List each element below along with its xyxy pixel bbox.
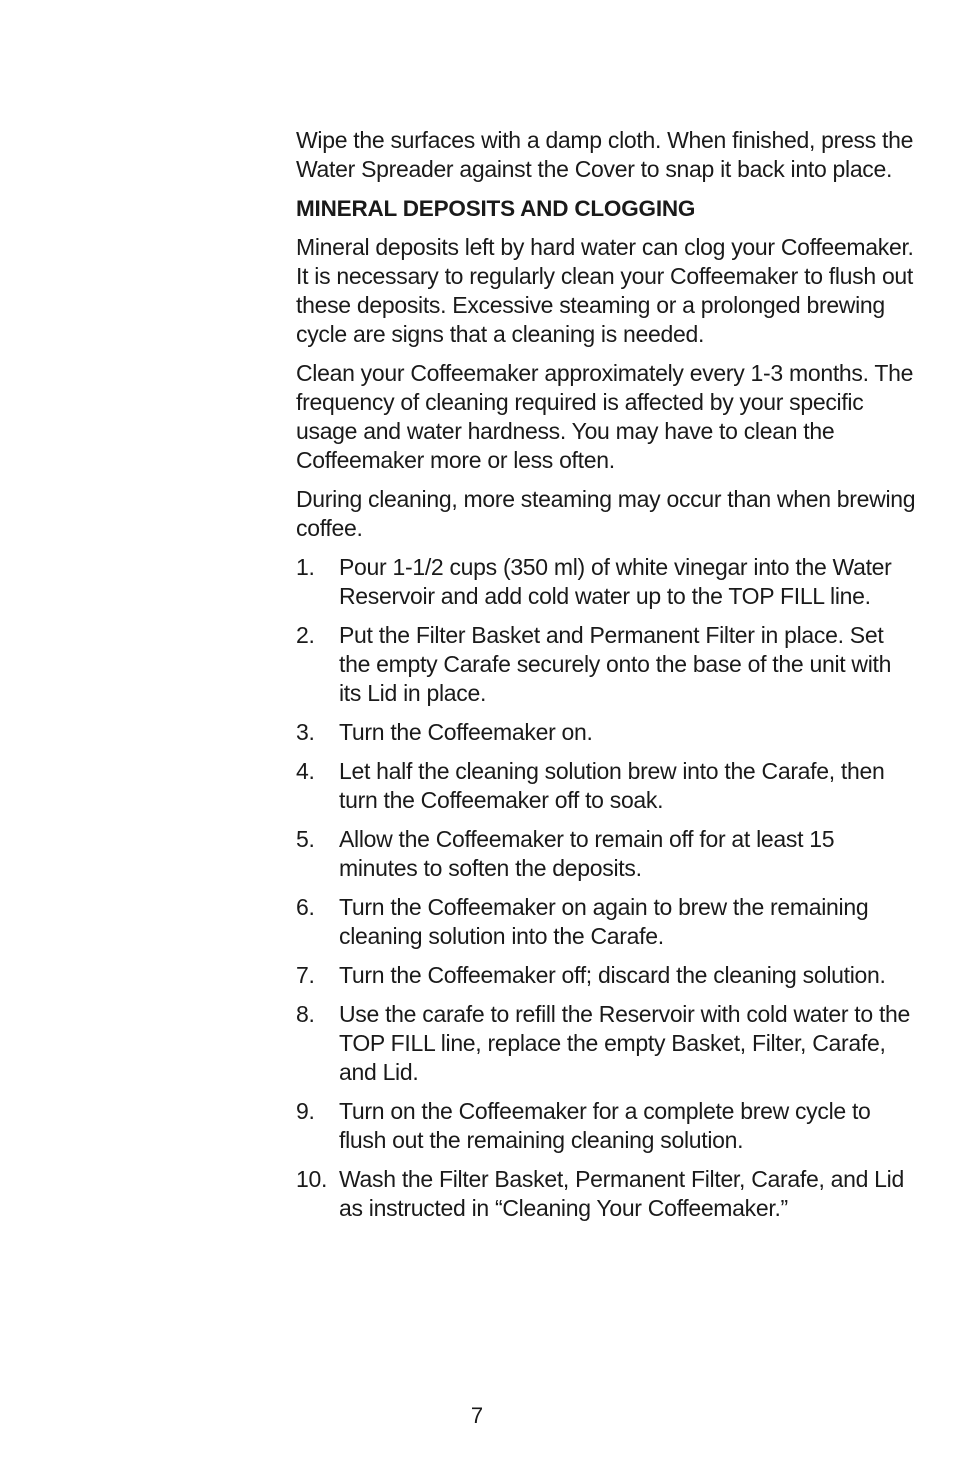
list-item	[296, 893, 916, 951]
paragraph-cleaning-frequency: Clean your Coffeemaker approximately every 1-3 months. The frequency of cleaning required is affected by your specific usage and water hardness. You may have to clean the Coffeemaker more or less often.	[296, 360, 914, 473]
list-item	[296, 553, 916, 611]
step-text: Put the Filter Basket and Permanent Filter in place. Set the empty Carafe securely onto the base of the unit with its Lid in place.	[339, 622, 892, 706]
cleaning-steps-list	[296, 553, 916, 1223]
step-number: 7.	[296, 962, 315, 988]
list-item	[296, 961, 916, 990]
step-number: 5.	[296, 826, 315, 852]
list-item	[296, 825, 916, 883]
list-item	[296, 757, 916, 815]
section-heading: MINERAL DEPOSITS AND CLOGGING	[296, 196, 696, 221]
step-text: Allow the Coffeemaker to remain off for at least 15 minutes to soften the deposits.	[339, 826, 835, 881]
list-item	[296, 718, 916, 747]
paragraph-steaming-note: During cleaning, more steaming may occur than when brewing coffee.	[296, 486, 916, 541]
step-number: 4.	[296, 758, 315, 784]
step-number: 8.	[296, 1001, 315, 1027]
step-text: Wash the Filter Basket, Permanent Filter, Carafe, and Lid as instructed in “Cleaning Your Coffeemaker.”	[339, 1166, 904, 1221]
step-text: Turn the Coffeemaker off; discard the cleaning solution.	[339, 962, 886, 988]
list-item	[296, 1097, 916, 1155]
step-text: Let half the cleaning solution brew into the Carafe, then turn the Coffeemaker off to soak.	[339, 758, 885, 813]
step-number: 3.	[296, 719, 315, 745]
list-item	[296, 621, 916, 708]
step-text: Turn the Coffeemaker on.	[339, 719, 593, 745]
paragraph-mineral-deposits: Mineral deposits left by hard water can clog your Coffeemaker. It is necessary to regularly clean your Coffeemaker to flush out these deposits. Excessive steaming or a prolonged brewing cycle are signs that a cleaning is needed.	[296, 234, 914, 347]
step-number: 1.	[296, 554, 315, 580]
intro-paragraph: Wipe the surfaces with a damp cloth. When finished, press the Water Spreader against the Cover to snap it back into place.	[296, 127, 914, 182]
step-text: Pour 1-1/2 cups (350 ml) of white vinegar into the Water Reservoir and add cold water up to the TOP FILL line.	[339, 554, 892, 609]
step-text: Turn the Coffeemaker on again to brew the remaining cleaning solution into the Carafe.	[339, 894, 869, 949]
step-number: 10.	[296, 1166, 328, 1192]
step-number: 6.	[296, 894, 315, 920]
page-content	[296, 126, 916, 1233]
list-item	[296, 1165, 916, 1223]
step-text: Turn on the Coffeemaker for a complete brew cycle to flush out the remaining cleaning solution.	[339, 1098, 871, 1153]
step-number: 2.	[296, 622, 315, 648]
step-text: Use the carafe to refill the Reservoir with cold water to the TOP FILL line, replace the empty Basket, Filter, Carafe, and Lid.	[339, 1001, 911, 1085]
step-number: 9.	[296, 1098, 315, 1124]
page-number: 7	[470, 1403, 484, 1428]
list-item	[296, 1000, 916, 1087]
